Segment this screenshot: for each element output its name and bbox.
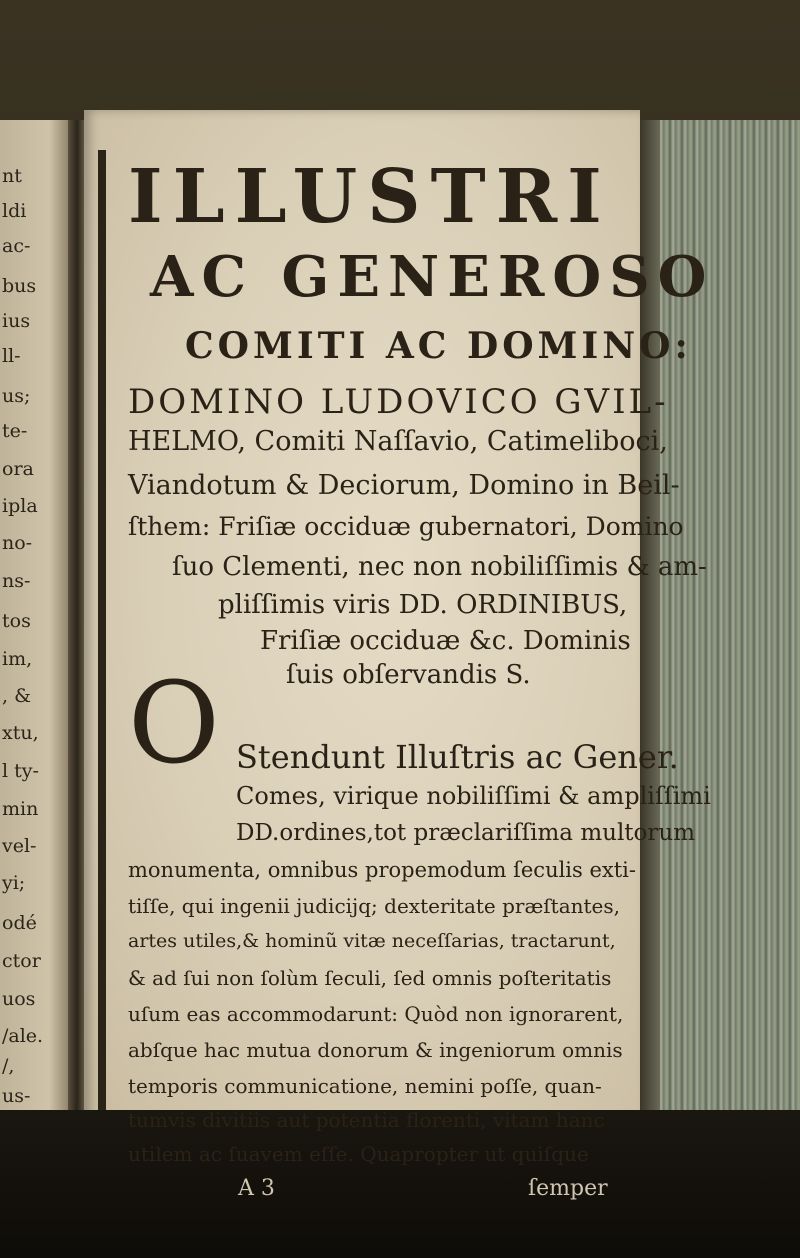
body-line: temporis communicatione, nemini poſſe, quan- bbox=[128, 1074, 602, 1098]
body-line: uſum eas accommodarunt: Quòd non ignorarent, bbox=[128, 1002, 624, 1026]
body-line: artes utiles,& hominũ vitæ neceſſarias, tractarunt, bbox=[128, 930, 616, 952]
margin-fragment: , & bbox=[2, 685, 31, 707]
scan-bottom-shadow bbox=[0, 1110, 800, 1258]
margin-fragment: no- bbox=[2, 532, 33, 554]
margin-fragment: tos bbox=[2, 610, 31, 632]
margin-rule bbox=[98, 150, 106, 1120]
address-line: Friſiæ occiduæ &c. Dominis bbox=[260, 626, 631, 656]
address-line: HELMO, Comiti Naſſavio, Catimeliboci, bbox=[128, 426, 668, 457]
heading-line-3: COMITI AC DOMINO: bbox=[185, 325, 692, 367]
facing-page-edge bbox=[0, 120, 70, 1120]
margin-fragment: te- bbox=[2, 420, 28, 442]
address-line: DOMINO LUDOVICO GVIL- bbox=[128, 382, 669, 422]
margin-fragment: ora bbox=[2, 458, 34, 480]
address-line: Viandotum & Deciorum, Domino in Beil- bbox=[128, 470, 680, 501]
margin-fragment: us; bbox=[2, 385, 31, 407]
margin-fragment: ldi bbox=[2, 200, 27, 222]
body-line: Stendunt Illuſtris ac Gener. bbox=[236, 738, 679, 776]
margin-fragment: yi; bbox=[2, 872, 26, 894]
margin-fragment: im, bbox=[2, 648, 33, 670]
margin-fragment: ns- bbox=[2, 570, 31, 592]
address-line: pliſſimis viris DD. ORDINIBUS, bbox=[218, 590, 628, 620]
margin-fragment: uos bbox=[2, 988, 36, 1010]
margin-fragment: us- bbox=[2, 1085, 31, 1107]
body-line: Comes, virique nobiliſſimi & ampliſſimi bbox=[236, 782, 711, 810]
address-line: ſthem: Friſiæ occiduæ gubernatori, Domino bbox=[128, 512, 684, 541]
margin-fragment: ll- bbox=[2, 345, 21, 367]
body-line: DD.ordines,tot præclariſſima multorum bbox=[236, 820, 696, 846]
heading-line-1: ILLUSTRI bbox=[128, 154, 612, 240]
address-line: ſuo Clementi, nec non nobiliſſimis & am- bbox=[172, 552, 707, 582]
margin-fragment: ac- bbox=[2, 235, 31, 257]
margin-fragment: ipla bbox=[2, 495, 38, 517]
margin-fragment: l ty- bbox=[2, 760, 39, 782]
margin-fragment: /ale. bbox=[2, 1025, 44, 1047]
margin-fragment: odé bbox=[2, 912, 37, 934]
drop-cap-initial: O bbox=[128, 659, 220, 789]
margin-fragment: bus bbox=[2, 275, 37, 297]
heading-line-2: AC GENEROSO bbox=[150, 244, 715, 310]
margin-fragment: /, bbox=[2, 1055, 15, 1077]
address-line: ſuis obſervandis S. bbox=[286, 660, 531, 690]
margin-fragment: xtu, bbox=[2, 722, 39, 744]
catchword: ſemper bbox=[528, 1176, 608, 1201]
margin-fragment: nt bbox=[2, 165, 22, 187]
margin-fragment: ctor bbox=[2, 950, 41, 972]
margin-fragment: ius bbox=[2, 310, 31, 332]
body-line: tiſſe, qui ingenii judicijq; dexteritate præſtantes, bbox=[128, 894, 620, 918]
body-line: utilem ac ſuavem eſſe. Quapropter ut quiſque bbox=[128, 1142, 589, 1166]
margin-fragment: vel- bbox=[2, 835, 37, 857]
body-line: monumenta, omnibus propemodum ſeculis exti- bbox=[128, 858, 636, 882]
body-line: tumvis divitiis aut potentia florenti, vitam hanc bbox=[128, 1108, 605, 1132]
body-line: abſque hac mutua donorum & ingeniorum omnis bbox=[128, 1038, 623, 1062]
margin-fragment: min bbox=[2, 798, 39, 820]
body-line: & ad ſui non ſolùm ſeculi, ſed omnis poſteritatis bbox=[128, 966, 612, 990]
signature-mark: A 3 bbox=[238, 1176, 275, 1201]
